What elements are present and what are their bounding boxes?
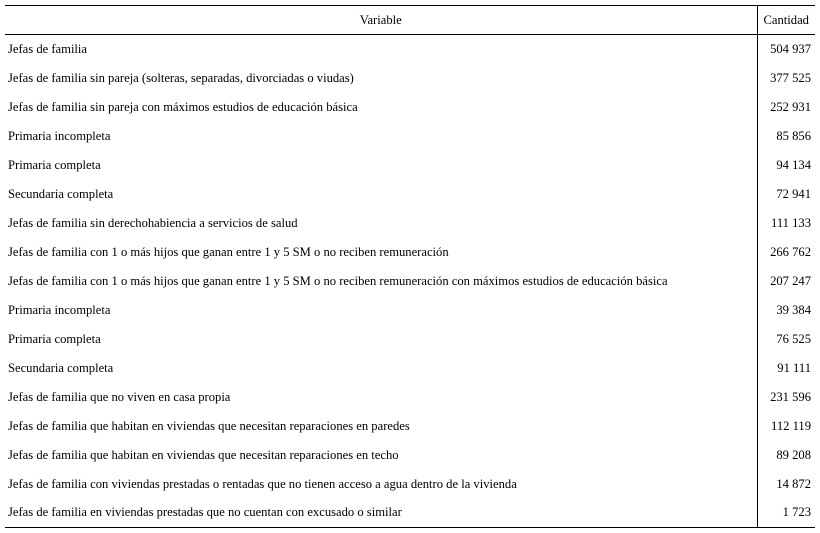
- variable-cell: Jefas de familia con viviendas prestadas o rentadas que no tienen acceso a agua dentro de la vivienda: [5, 470, 757, 499]
- table-row: [5, 64, 815, 93]
- variable-cell: Jefas de familia sin pareja (solteras, separadas, divorciadas o viudas): [5, 64, 757, 93]
- cantidad-cell: 252 931: [770, 99, 811, 114]
- cantidad-cell: 39 384: [776, 302, 811, 317]
- variable-cell: Jefas de familia que habitan en viviendas que necesitan reparaciones en paredes: [5, 412, 757, 441]
- table-row: [5, 296, 815, 325]
- variable-cell: Primaria incompleta: [5, 296, 757, 325]
- variable-cell: Jefas de familia que no viven en casa propia: [5, 383, 757, 412]
- table-row: [5, 238, 815, 267]
- cantidad-cell: 504 937: [770, 41, 811, 56]
- data-table: [5, 5, 815, 528]
- cantidad-cell: 14 872: [776, 476, 811, 491]
- table-row: [5, 470, 815, 499]
- cantidad-cell: 91 111: [777, 360, 811, 375]
- variable-cell: Jefas de familia que habitan en viviendas que necesitan reparaciones en techo: [5, 441, 757, 470]
- cantidad-cell: 76 525: [776, 331, 811, 346]
- cantidad-cell: 207 247: [770, 273, 811, 288]
- cantidad-cell: 85 856: [776, 128, 811, 143]
- variable-cell: Jefas de familia sin pareja con máximos estudios de educación básica: [5, 93, 757, 122]
- variable-cell: Primaria completa: [5, 325, 757, 354]
- table-row: [5, 267, 815, 296]
- table-row: [5, 354, 815, 383]
- table-row: [5, 180, 815, 209]
- cantidad-cell: 89 208: [776, 447, 811, 462]
- cantidad-cell: 377 525: [770, 70, 811, 85]
- table-row: [5, 35, 815, 64]
- header-variable: Variable: [5, 6, 757, 35]
- table-row: [5, 325, 815, 354]
- cantidad-cell: 72 941: [776, 186, 811, 201]
- data-table-container: [5, 5, 815, 528]
- cantidad-cell: 94 134: [776, 157, 811, 172]
- table-row: [5, 383, 815, 412]
- variable-cell: Primaria incompleta: [5, 122, 757, 151]
- table-row: [5, 499, 815, 528]
- variable-cell: Jefas de familia con 1 o más hijos que ganan entre 1 y 5 SM o no reciben remuneración: [5, 238, 757, 267]
- variable-cell: Primaria completa: [5, 151, 757, 180]
- cantidad-cell: 266 762: [770, 244, 811, 259]
- cantidad-cell: 112 119: [771, 418, 811, 433]
- table-header-row: [5, 6, 815, 35]
- variable-cell: Secundaria completa: [5, 180, 757, 209]
- variable-cell: Jefas de familia con 1 o más hijos que ganan entre 1 y 5 SM o no reciben remuneración con máximos estudios de educación básica: [5, 267, 757, 296]
- cantidad-cell: 1 723: [757, 499, 815, 528]
- table-row: [5, 441, 815, 470]
- cantidad-cell: 111 133: [771, 215, 811, 230]
- table-row: [5, 412, 815, 441]
- variable-cell: Jefas de familia: [5, 35, 757, 64]
- header-cantidad: Cantidad: [757, 6, 815, 35]
- table-row: [5, 151, 815, 180]
- table-row: [5, 93, 815, 122]
- table-row: [5, 122, 815, 151]
- variable-cell: Secundaria completa: [5, 354, 757, 383]
- variable-cell: Jefas de familia en viviendas prestadas que no cuentan con excusado o similar: [5, 499, 757, 528]
- cantidad-cell: 231 596: [770, 389, 811, 404]
- variable-cell: Jefas de familia sin derechohabiencia a servicios de salud: [5, 209, 757, 238]
- table-row: [5, 209, 815, 238]
